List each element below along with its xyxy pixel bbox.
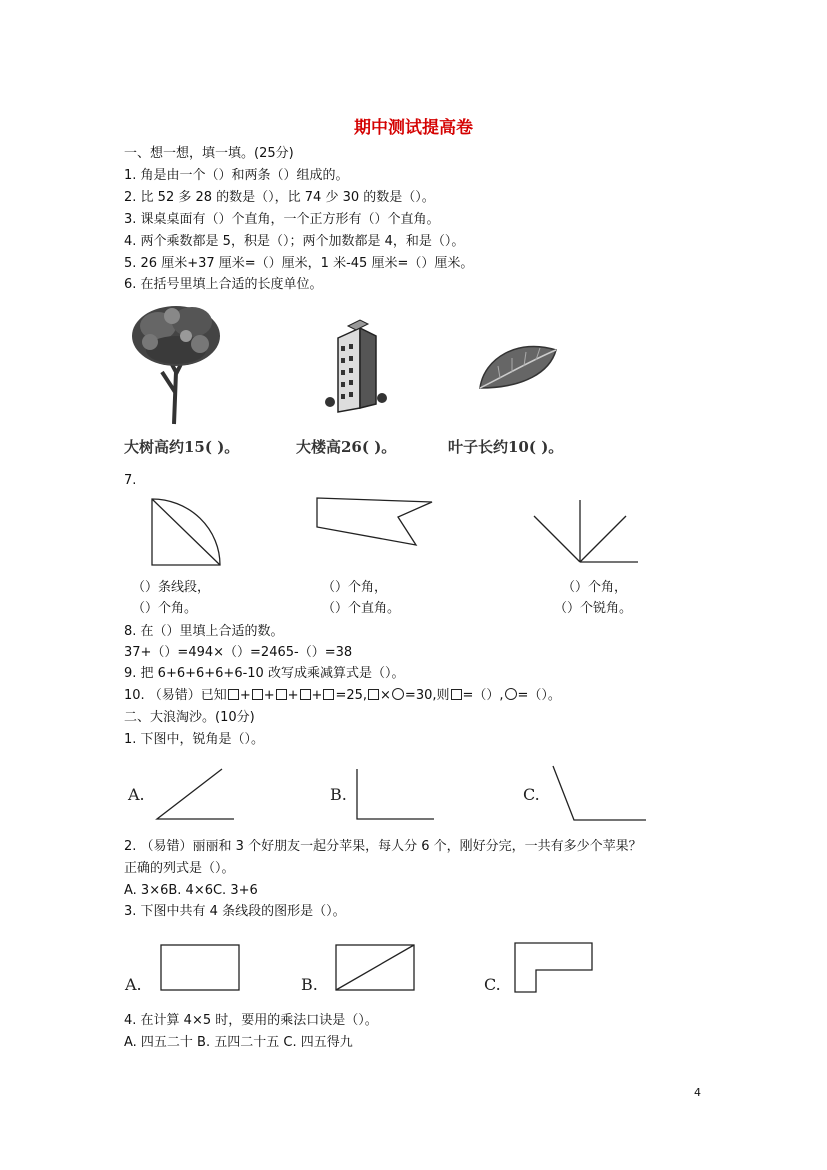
building-image [320, 318, 390, 413]
circle-symbol [392, 688, 404, 700]
rays-figure [534, 500, 638, 564]
rectangle-diagonal-figure [335, 944, 416, 992]
option-b-label: B. [330, 785, 347, 804]
q7-answer-a2: （）个角。 [132, 601, 198, 616]
option-a-label: A. [128, 785, 145, 804]
leaf-image [478, 338, 560, 393]
leaf-caption: 叶子长约10( )。 [448, 438, 564, 456]
q7-answer-c2: （）个锐角。 [554, 601, 633, 616]
square-symbol [252, 689, 263, 700]
square-symbol [451, 689, 462, 700]
q7-answer-b1: （）个角， [322, 580, 388, 595]
square-symbol [368, 689, 379, 700]
square-symbol [323, 689, 334, 700]
quarter-circle-figure [151, 498, 223, 566]
circle-symbol [505, 688, 517, 700]
q10-sum: =25, [335, 688, 368, 703]
square-symbol [276, 689, 287, 700]
acute-angle-figure [156, 768, 236, 822]
q7-answer-b2: （）个直角。 [322, 601, 401, 616]
q7-answer-c1: （）个角， [562, 580, 628, 595]
tree-caption: 大树高约15( )。 [124, 438, 240, 456]
q10-blank-1: =（）, [462, 688, 504, 703]
option-c-label: C. [484, 975, 501, 994]
l-shape-figure [514, 942, 594, 994]
option-a-label: A. [125, 975, 142, 994]
right-angle-figure [356, 768, 436, 822]
tree-image [128, 302, 224, 424]
q10-product: =30,则 [404, 688, 450, 703]
s2-question-4-options: A. 四五二十 B. 五四二十五 C. 四五得九 [124, 1035, 353, 1050]
s2-question-1: 1. 下图中，锐角是（）。 [124, 732, 265, 747]
building-caption: 大楼高26( )。 [296, 438, 397, 456]
question-6: 6. 在括号里填上合适的长度单位。 [124, 277, 323, 292]
rectangle-figure [160, 944, 241, 992]
square-symbol [228, 689, 239, 700]
question-10: 10. （易错）已知 + + + + =25, × =30,则 =（）, =（）。 [124, 688, 561, 703]
s2-question-2-options: A. 3×6B. 4×6C. 3+6 [124, 883, 258, 898]
question-5: 5. 26 厘米+37 厘米=（）厘米，1 米-45 厘米=（）厘米。 [124, 256, 474, 271]
page-title: 期中测试提高卷 [354, 118, 473, 138]
section1-heading: 一、想一想，填一填。(25分) [124, 146, 294, 161]
question-1: 1. 角是由一个（）和两条（）组成的。 [124, 168, 349, 183]
question-7: 7. [124, 473, 137, 488]
option-b-label: B. [301, 975, 318, 994]
obtuse-angle-figure [552, 765, 648, 823]
question-2: 2. 比 52 多 28 的数是（），比 74 少 30 的数是（）。 [124, 190, 435, 205]
question-4: 4. 两个乘数都是 5，积是（）；两个加数都是 4，和是（）。 [124, 234, 465, 249]
question-8-equations: 37+（）=494×（）=2465-（）=38 [124, 645, 353, 660]
option-c-label: C. [523, 785, 540, 804]
q10-blank-2: =（）。 [517, 688, 561, 703]
s2-question-2: 2. （易错）丽丽和 3 个好朋友一起分苹果，每人分 6 个，刚好分完，一共有多少个苹果？ [124, 839, 642, 854]
question-8: 8. 在（）里填上合适的数。 [124, 624, 284, 639]
q10-prefix: 10. （易错）已知 [124, 688, 227, 703]
section2-heading: 二、大浪淘沙。(10分) [124, 710, 255, 725]
square-symbol [300, 689, 311, 700]
s2-question-2-line2: 正确的列式是（）。 [124, 861, 235, 876]
question-9: 9. 把 6+6+6+6+6-10 改写成乘减算式是（）。 [124, 666, 405, 681]
question-3: 3. 课桌桌面有（）个直角，一个正方形有（）个直角。 [124, 212, 440, 227]
page-number: 4 [694, 1086, 701, 1099]
s2-question-4: 4. 在计算 4×5 时，要用的乘法口诀是（）。 [124, 1013, 378, 1028]
q7-answer-a1: （）条线段， [132, 580, 211, 595]
polygon-figure [316, 497, 436, 547]
s2-question-3: 3. 下图中共有 4 条线段的图形是（）。 [124, 904, 346, 919]
